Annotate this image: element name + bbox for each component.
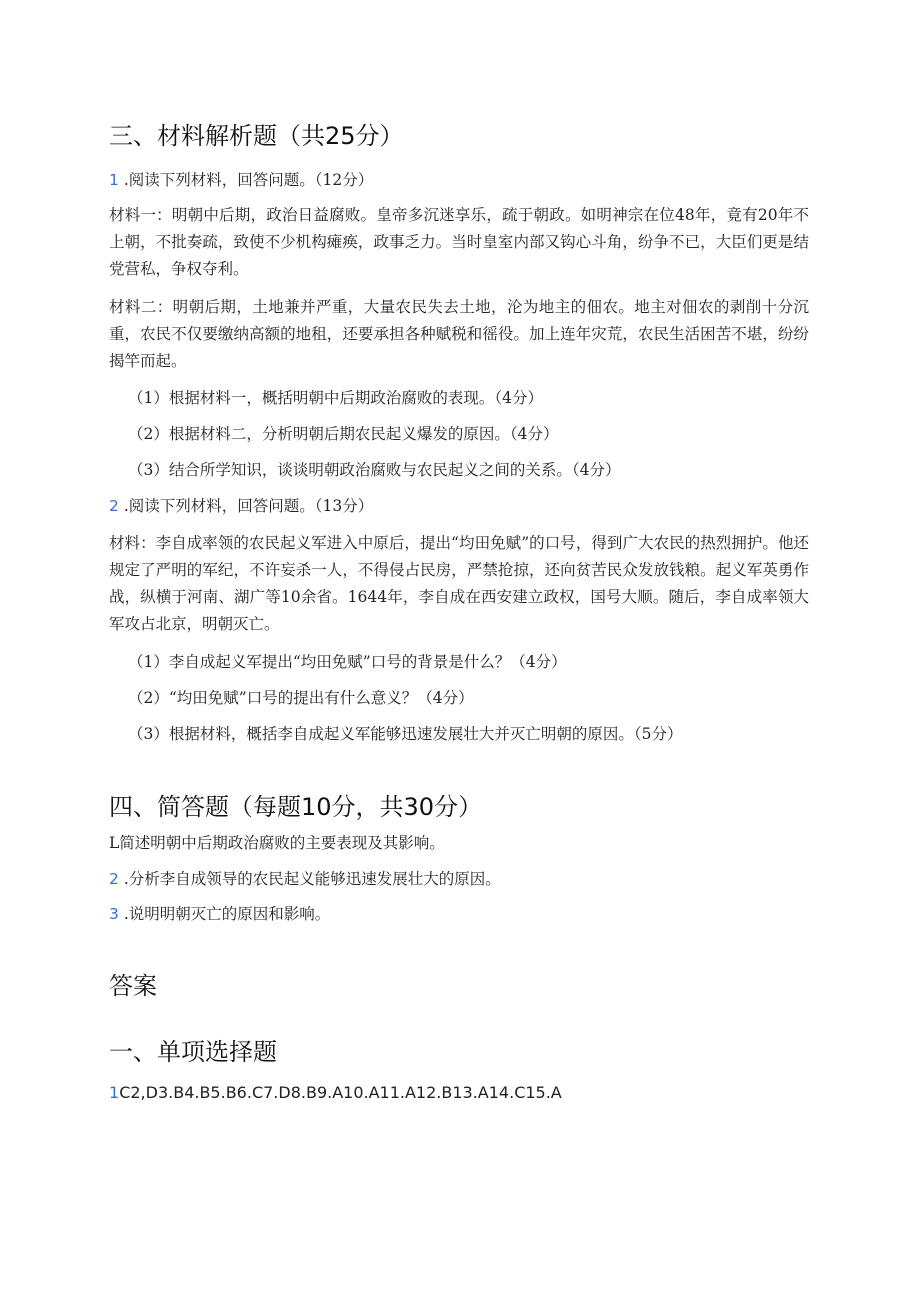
sub-question: （1）根据材料一，概括明朝中后期政治腐败的表现。（4分） (128, 389, 543, 407)
answer-line (109, 1083, 562, 1102)
sub-question: （2）根据材料二，分析明朝后期农民起义爆发的原因。（4分） (128, 425, 559, 443)
section3-title: 三、材料解析题（共25分） (109, 122, 404, 150)
sub-question: （1）李自成起义军提出“均田免赋”口号的背景是什么？（4分） (128, 653, 567, 671)
sub-question: （2）“均田免赋”口号的提出有什么意义？（4分） (128, 689, 474, 707)
answer-number: 1 (109, 1083, 120, 1102)
material: 材料：李自成率领的农民起义军进入中原后，提出“均田免赋”的口号，得到广大农民的热烈拥护。他还规定了严明的军纪，不许妄杀一人，不得侵占民房，严禁抢掠，还向贫苦民众发放钱粮。起义军英勇作战，纵横于河南、湖广等10余省。1644年，李自成在西安建立政权，国号大顺。随后，李自成率领大军攻占北京，明朝灭亡。 (109, 534, 809, 633)
answers-section1-title: 一、单项选择题 (109, 1038, 277, 1066)
short-question: L简述明朝中后期政治腐败的主要表现及其影响。 (109, 834, 445, 852)
question-1 (109, 167, 809, 194)
short-question (109, 866, 809, 893)
section4-title: 四、简答题（每题10分，共30分） (109, 793, 483, 821)
short-question (109, 901, 809, 928)
sub-question: （3）根据材料，概括李自成起义军能够迅速发展壮大并灭亡明朝的原因。（5分） (128, 725, 683, 743)
question-text: .阅读下列材料，回答问题。（12分） (123, 171, 374, 189)
question-number: 3 (109, 905, 119, 923)
material-2: 材料二：明朝后期，土地兼并严重，大量农民失去土地，沦为地主的佃农。地主对佃农的剥削十分沉重，农民不仅要缴纳高额的地租，还要承担各种赋税和徭役。加上连年灾荒，农民生活困苦不堪，纷纷揭竿而起。 (109, 298, 809, 370)
sub-question: （3）结合所学知识，谈谈明朝政治腐败与农民起义之间的关系。（4分） (128, 461, 621, 479)
material-1: 材料一：明朝中后期，政治日益腐败。皇帝多沉迷享乐，疏于朝政。如明神宗在位48年，竟有20年不上朝，不批奏疏，致使不少机构瘫痪，政事乏力。当时皇室内部又钩心斗角，纷争不已，大臣们更是结党营私，争权夺利。 (109, 206, 809, 278)
question-text: .说明明朝灭亡的原因和影响。 (123, 905, 331, 923)
answers-title: 答案 (109, 972, 157, 1000)
question-2 (109, 493, 809, 520)
answer-text: C2,D3.B4.B5.B6.C7.D8.B9.A10.A11.A12.B13.A14.C15.A (119, 1083, 562, 1102)
question-number: 2 (109, 870, 119, 888)
question-text: .阅读下列材料，回答问题。（13分） (123, 497, 374, 515)
question-text: .分析李自成领导的农民起义能够迅速发展壮大的原因。 (123, 870, 501, 888)
question-number: 1 (109, 171, 119, 189)
question-number: 2 (109, 497, 119, 515)
